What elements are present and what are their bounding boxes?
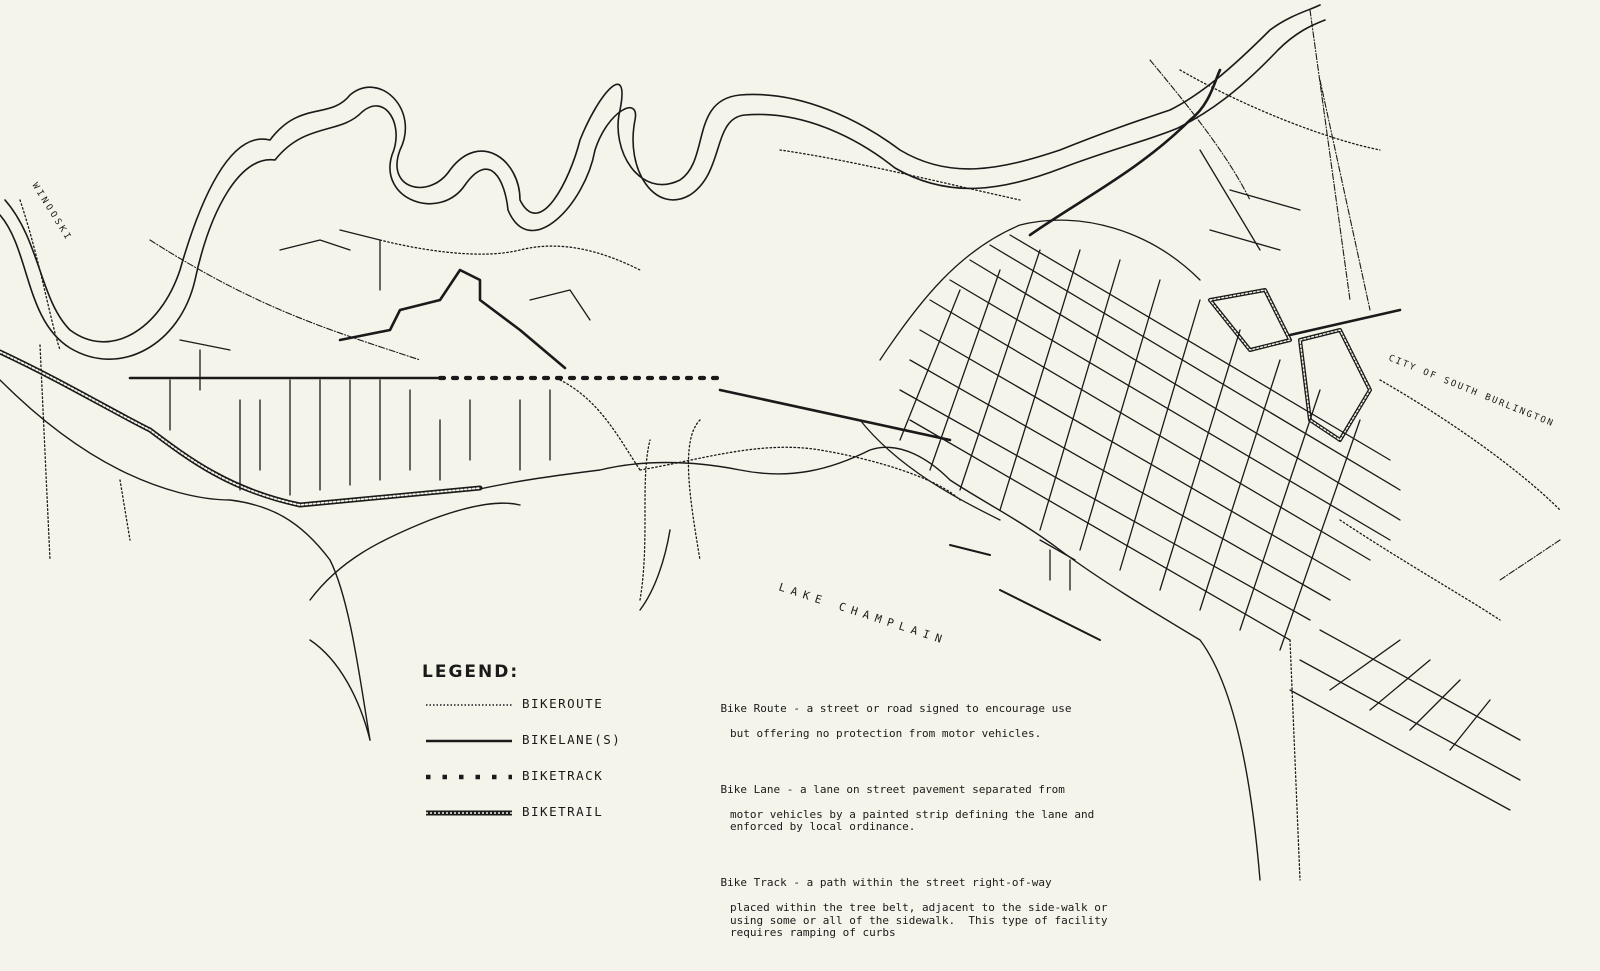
biketrail-swatch (424, 808, 514, 818)
definition-bike-lane (694, 771, 1124, 859)
lake-label: LAKE CHAMPLAIN (777, 580, 950, 648)
definition-rest: but offering no protection from motor vehicles. (730, 726, 1042, 740)
bikelane-swatch (424, 736, 514, 746)
legend-biketrail (424, 804, 654, 824)
city-label: CITY OF SOUTH BURLINGTON (1386, 353, 1556, 430)
definition-first: Bike Route - a street or road signed to encourage use (720, 701, 1072, 715)
biketrack-swatch (424, 772, 514, 782)
river-label: WINOOSKI (29, 181, 74, 244)
definition-rest: placed within the tree belt, adjacent to the side-walk or using some or all of the sidewalk. This type of facility requires ramping of curbs (730, 901, 1115, 939)
legend-bikeroute (424, 696, 654, 716)
legend-label: BIKETRAIL (522, 804, 604, 819)
legend-label: BIKEROUTE (522, 696, 604, 711)
lake-marks (950, 545, 1100, 640)
definition-bike-track (694, 865, 1124, 965)
legend-bikelane (424, 732, 654, 752)
rail-lines (150, 10, 1560, 580)
legend-biketrack (424, 768, 654, 788)
legend-label: BIKETRACK (522, 768, 604, 783)
definitions (694, 690, 1124, 971)
legend-label: BIKELANE(S) (522, 732, 622, 747)
legend-title: LEGEND: (422, 662, 520, 682)
bikeroute-swatch (424, 700, 514, 710)
definition-first: Bike Track - a path within the street right-of-way (720, 876, 1052, 889)
river (0, 5, 1325, 359)
definition-rest: motor vehicles by a painted strip defining the lane and enforced by local ordinance. (730, 807, 1101, 833)
definition-bike-route (694, 690, 1124, 765)
definition-first: Bike Lane - a lane on street pavement separated from (720, 782, 1065, 796)
